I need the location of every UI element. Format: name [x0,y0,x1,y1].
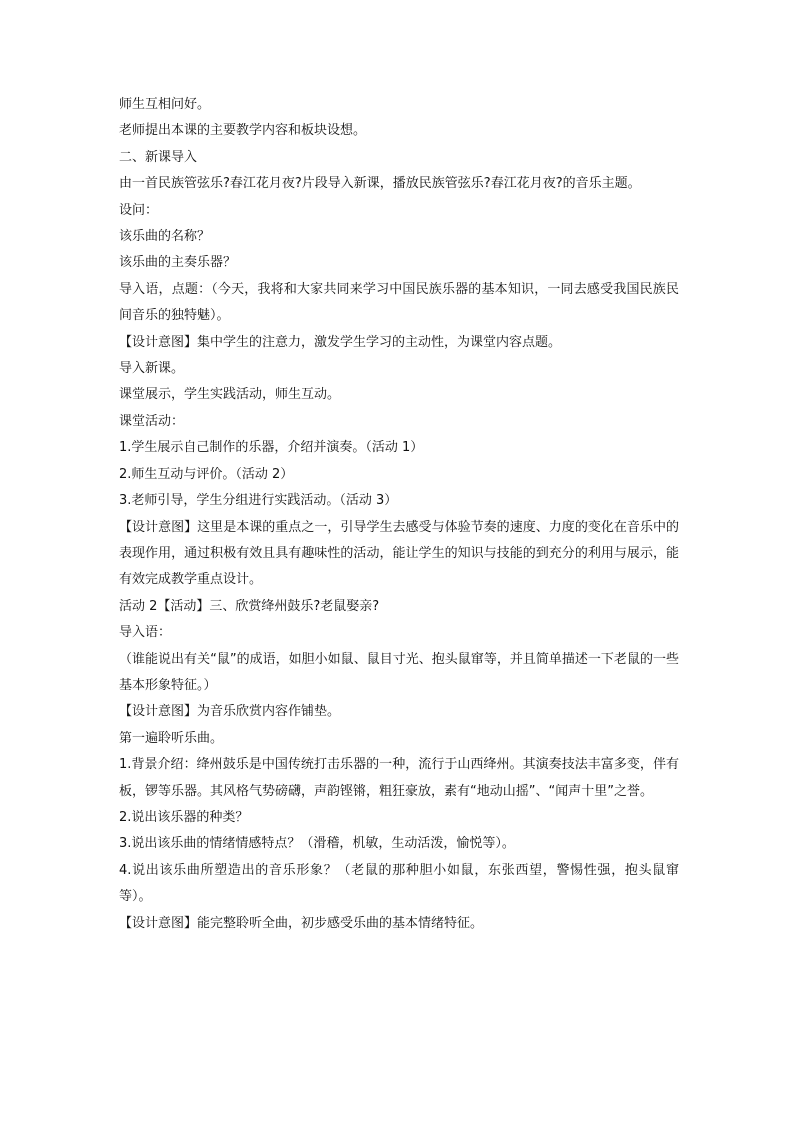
list-item-activity-1: 1.学生展示自己制作的乐器，介绍并演奏。（活动 1） [119,440,424,456]
paragraph-lead-in: 由一首民族管弦乐?春江花月夜?片段导入新课，播放民族管弦乐?春江花月夜?的音乐主题。 [119,176,641,192]
section-heading-new-lesson: 二、新课导入 [119,149,198,165]
paragraph-first-listening: 第一遍聆听乐曲。 [119,730,224,746]
paragraph-class-activities: 课堂活动： [119,413,185,429]
paragraph-design-intent-3: 【设计意图】为音乐欣赏内容作铺垫。 [119,704,341,720]
list-item-emotion: 3.说出该乐曲的情绪情感特点？（滑稽，机敏，生动活泼，愉悦等）。 [119,836,515,852]
paragraph-design-intent-2: 【设计意图】这里是本课的重点之一，引导学生去感受与体验节奏的速度、力度的变化在音乐中的表现作用，通过积极有效且具有趣味性的活动，能让学生的知识与技能的到充分的利用与展示，能有效完成教学重点设计。 [119,519,679,588]
paragraph-question-2: 该乐曲的主奏乐器？ [119,255,237,271]
paragraph-greeting: 师生互相问好。 [119,97,211,112]
document-body [119,92,679,937]
list-item-background: 1.背景介绍：绛州鼓乐是中国传统打击乐器的一种，流行于山西绛州。其演奏技法丰富多变，伴有板，锣等乐器。其风格气势磅礴，声韵铿锵，粗狂豪放，素有“地动山摇”、“闻声十里”之誉。 [119,757,679,799]
paragraph-design-intent-1: 【设计意图】集中学生的注意力，激发学生学习的主动性，为课堂内容点题。 [119,334,562,350]
paragraph-question-label: 设问： [119,202,159,218]
paragraph-intro-label: 导入语： [119,625,172,641]
paragraph-rat-idioms: （谁能说出有关“鼠”的成语，如胆小如鼠、鼠目寸光、抱头鼠窜等，并且简单描述一下老鼠的一些基本形象特征。） [119,651,679,693]
paragraph-introduce-lesson: 导入新课。 [119,361,185,377]
section-heading-appreciation: 活动 2【活动】三、欣赏绛州鼓乐?老鼠娶亲? [119,598,380,614]
list-item-activity-3: 3.老师引导，学生分组进行实践活动。（活动 3） [119,493,398,509]
list-item-image: 4.说出该乐曲所塑造出的音乐形象？（老鼠的那种胆小如鼠，东张西望，警惕性强，抱头鼠窜等）。 [119,862,679,905]
paragraph-teacher-intro: 老师提出本课的主要教学内容和板块设想。 [119,123,367,139]
paragraph-class-display: 课堂展示，学生实践活动，师生互动。 [119,387,341,403]
list-item-instrument-type: 2.说出该乐器的种类？ [119,809,249,825]
list-item-activity-2: 2.师生互动与评价。（活动 2） [119,466,294,482]
paragraph-intro-speech: 导入语，点题：（今天，我将和大家共同来学习中国民族乐器的基本知识，一同去感受我国民族民间音乐的独特魅）。 [119,281,679,324]
paragraph-question-1: 该乐曲的名称？ [119,229,211,245]
paragraph-design-intent-4: 【设计意图】能完整聆听全曲，初步感受乐曲的基本情绪特征。 [119,915,484,931]
